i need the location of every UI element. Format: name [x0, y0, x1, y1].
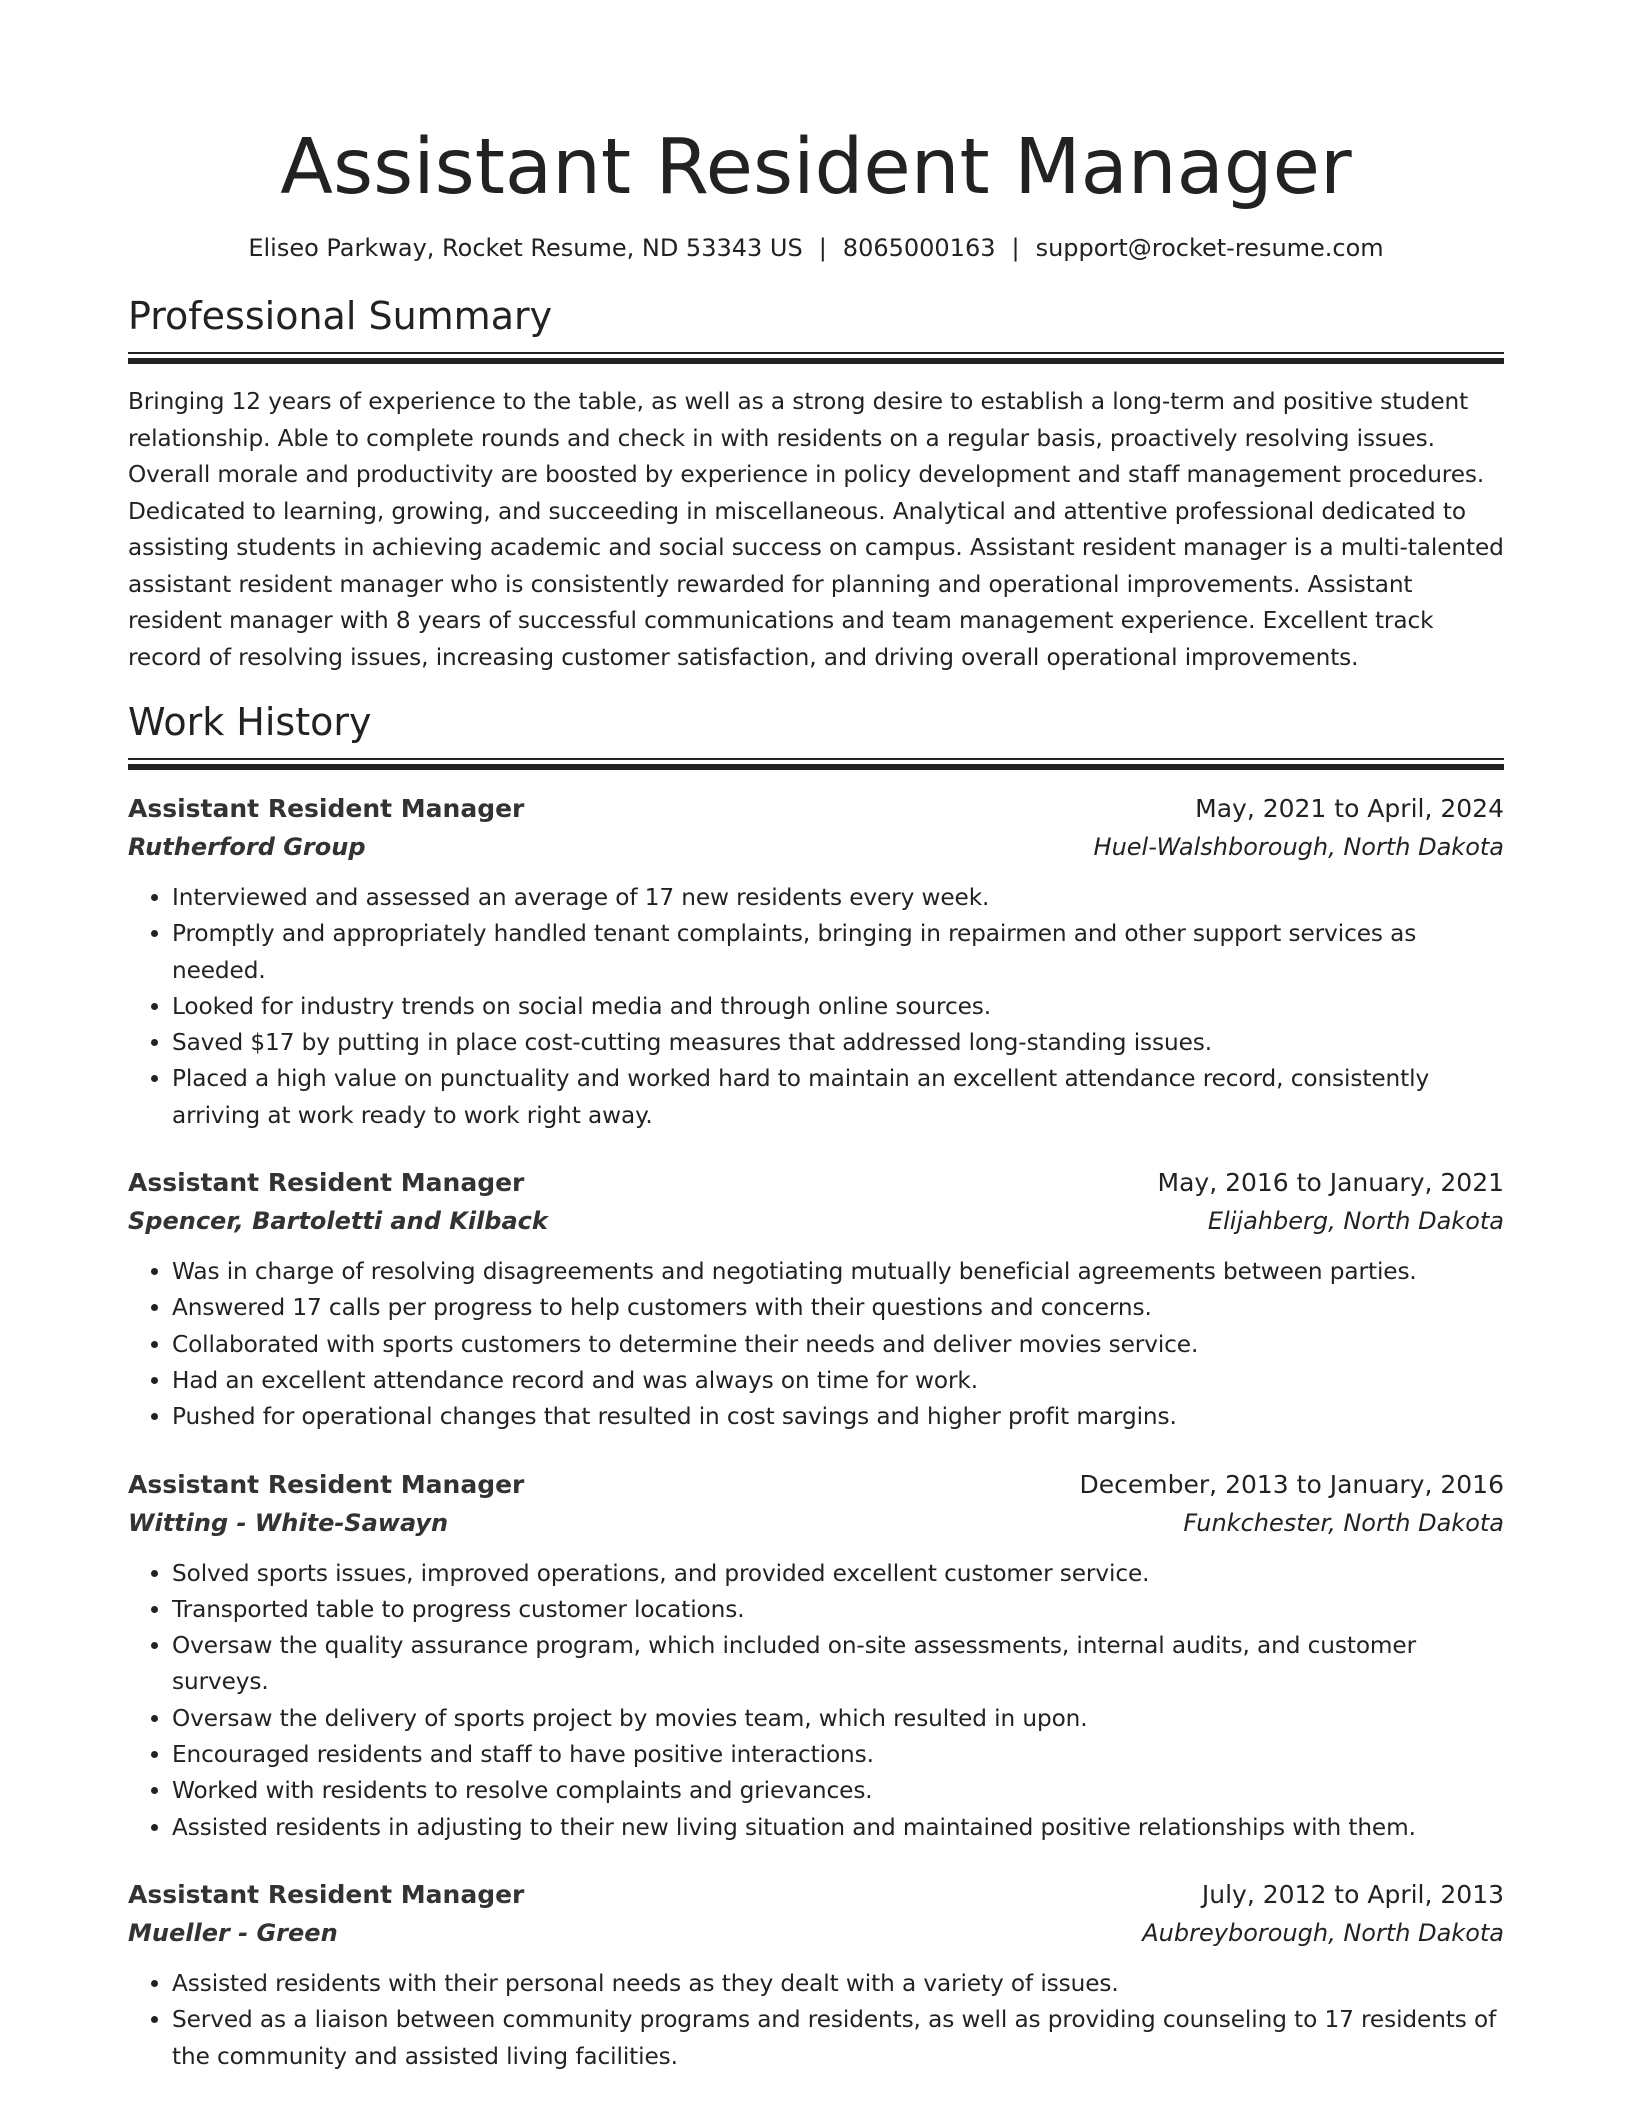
job-dates: July, 2012 to April, 2013 [1201, 1879, 1504, 1909]
job-header-row [128, 1876, 1504, 1914]
job-header-row [128, 1466, 1504, 1504]
job-entry [128, 790, 1504, 1134]
job-bullet: • Solved sports issues, improved operations, and provided excellent customer service. [172, 1556, 1504, 1592]
job-entry [128, 1466, 1504, 1846]
job-company-row [128, 1914, 1504, 1952]
work-history-heading: Work History [128, 700, 372, 744]
resume-page [128, 0, 1504, 2075]
job-bullet-list [128, 1966, 1504, 2075]
job-bullet-list [128, 1556, 1504, 1846]
job-bullet: • Was in charge of resolving disagreements and negotiating mutually beneficial agreements between parties. [172, 1254, 1504, 1290]
job-bullet: • Answered 17 calls per progress to help customers with their questions and concerns. [172, 1290, 1504, 1326]
section-divider [128, 352, 1504, 364]
job-bullet: • Worked with residents to resolve complaints and grievances. [172, 1773, 1504, 1809]
job-bullet: • Served as a liaison between community programs and residents, as well as providing counseling to 17 residents of the community and assisted living facilities. [172, 2002, 1504, 2075]
job-bullet: • Had an excellent attendance record and was always on time for work. [172, 1363, 1504, 1399]
contact-phone: 8065000163 [842, 234, 996, 262]
contact-address: Eliseo Parkway, Rocket Resume, ND 53343 US [248, 234, 803, 262]
job-location: Elijahberg, North Dakota [1207, 1207, 1504, 1236]
job-dates: May, 2021 to April, 2024 [1195, 794, 1504, 823]
job-title: Assistant Resident Manager [128, 794, 525, 823]
job-company: Mueller - Green [128, 1918, 338, 1947]
summary-section [128, 292, 1504, 676]
job-bullet-list [128, 880, 1504, 1134]
job-entry [128, 1164, 1504, 1435]
job-bullet: • Oversaw the delivery of sports project by movies team, which resulted in upon. [172, 1701, 1504, 1737]
contact-separator: | [818, 234, 827, 262]
job-dates: May, 2016 to January, 2021 [1157, 1168, 1504, 1198]
job-bullet: • Encouraged residents and staff to have positive interactions. [172, 1737, 1504, 1773]
job-bullet: • Collaborated with sports customers to determine their needs and deliver movies service. [172, 1327, 1504, 1363]
job-company: Rutherford Group [128, 833, 366, 861]
job-bullet: • Pushed for operational changes that resulted in cost savings and higher profit margins. [172, 1399, 1504, 1435]
job-company-row [128, 828, 1504, 866]
job-bullet: • Promptly and appropriately handled tenant complaints, bringing in repairmen and other support services as needed. [172, 916, 1504, 989]
contact-separator: | [1011, 234, 1020, 262]
job-bullet: • Assisted residents in adjusting to their new living situation and maintained positive relationships with them. [172, 1810, 1504, 1846]
job-company: Spencer, Bartoletti and Kilback [128, 1207, 548, 1236]
job-location: Huel-Walshborough, North Dakota [1093, 833, 1504, 861]
resume-title: Assistant Resident Manager [280, 123, 1352, 212]
job-company-row [128, 1504, 1504, 1542]
job-bullet-list [128, 1254, 1504, 1435]
job-bullet: • Looked for industry trends on social media and through online sources. [172, 989, 1504, 1025]
job-header-row [128, 790, 1504, 828]
job-bullet: • Assisted residents with their personal needs as they dealt with a variety of issues. [172, 1966, 1504, 2002]
job-entry [128, 1876, 1504, 2075]
job-dates: December, 2013 to January, 2016 [1079, 1469, 1504, 1499]
job-location: Aubreyborough, North Dakota [1142, 1918, 1504, 1947]
job-title: Assistant Resident Manager [128, 1879, 525, 1909]
job-location: Funkchester, North Dakota [1183, 1508, 1504, 1537]
summary-heading: Professional Summary [128, 294, 553, 338]
job-bullet: • Interviewed and assessed an average of 17 new residents every week. [172, 880, 1504, 916]
job-bullet: • Placed a high value on punctuality and worked hard to maintain an excellent attendance record, consistently arriving at work ready to work right away. [172, 1061, 1504, 1134]
contact-line [128, 232, 1504, 264]
work-history-section [128, 698, 1504, 2075]
job-company: Witting - White-Sawayn [128, 1508, 449, 1537]
contact-email: support@rocket-resume.com [1035, 234, 1384, 262]
job-bullet: • Saved $17 by putting in place cost-cutting measures that addressed long-standing issues. [172, 1025, 1504, 1061]
job-header-row [128, 1164, 1504, 1202]
job-title: Assistant Resident Manager [128, 1469, 525, 1499]
job-bullet: • Oversaw the quality assurance program, which included on-site assessments, internal audits, and customer surveys. [172, 1628, 1504, 1701]
section-divider [128, 758, 1504, 770]
summary-text: Bringing 12 years of experience to the table, as well as a strong desire to establish a long-term and positive student relationship. Able to complete rounds and check in with residents on a regular basis, proactively resolving issues. Overall morale and productivity are boosted by experience in policy development and staff management procedures. Dedicated to learning, growing, and succeeding in miscellaneous. Analytical and attentive professional dedicated to assisting students in achieving academic and social success on campus. Assistant resident manager is a multi-talented assistant resident manager who is consistently rewarded for planning and operational improvements. Assistant resident manager with 8 years of successful communications and team management experience. Excellent track record of resolving issues, increasing customer satisfaction, and driving overall operational improvements. [128, 388, 1504, 671]
job-list [128, 790, 1504, 2075]
job-company-row [128, 1202, 1504, 1240]
job-bullet: • Transported table to progress customer locations. [172, 1592, 1504, 1628]
job-title: Assistant Resident Manager [128, 1168, 525, 1198]
